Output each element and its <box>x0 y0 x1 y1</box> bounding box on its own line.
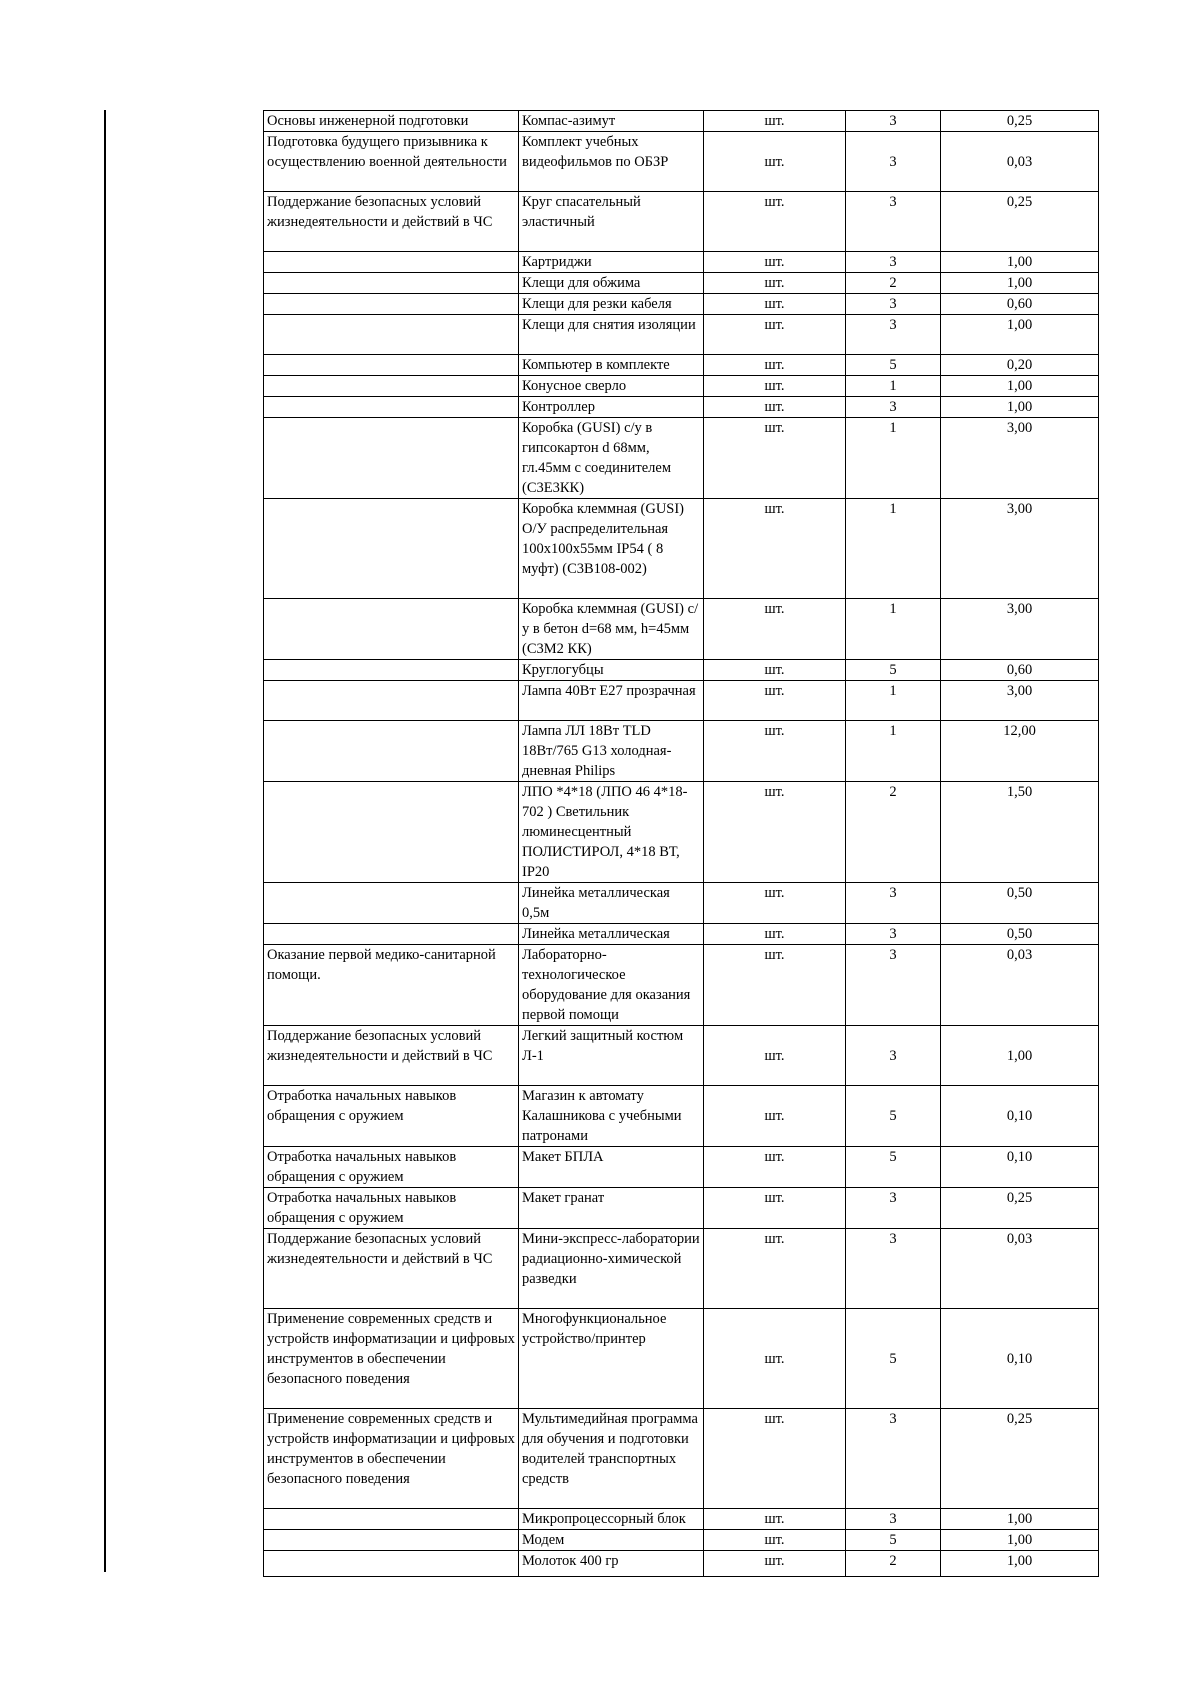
cell-unit: шт. <box>704 1530 846 1551</box>
cell-topic <box>264 1530 519 1551</box>
cell-coef: 0,25 <box>941 1409 1099 1509</box>
cell-topic <box>264 599 519 660</box>
cell-unit: шт. <box>704 355 846 376</box>
cell-coef: 12,00 <box>941 721 1099 782</box>
cell-qty: 3 <box>846 1026 941 1086</box>
cell-coef: 1,00 <box>941 1551 1099 1577</box>
cell-qty: 3 <box>846 1188 941 1229</box>
cell-unit: шт. <box>704 192 846 252</box>
cell-qty: 3 <box>846 132 941 192</box>
cell-topic <box>264 660 519 681</box>
table-row <box>264 192 1099 252</box>
cell-item: Модем <box>519 1530 704 1551</box>
cell-unit: шт. <box>704 681 846 721</box>
cell-item: Молоток 400 гр <box>519 1551 704 1577</box>
cell-unit: шт. <box>704 111 846 132</box>
cell-unit: шт. <box>704 1509 846 1530</box>
cell-coef: 0,03 <box>941 132 1099 192</box>
cell-unit: шт. <box>704 945 846 1026</box>
cell-unit: шт. <box>704 273 846 294</box>
cell-coef: 0,50 <box>941 924 1099 945</box>
table-row <box>264 1509 1099 1530</box>
table-row <box>264 1147 1099 1188</box>
cell-coef: 3,00 <box>941 599 1099 660</box>
cell-qty: 2 <box>846 273 941 294</box>
cell-qty: 3 <box>846 1509 941 1530</box>
cell-qty: 1 <box>846 599 941 660</box>
cell-coef: 3,00 <box>941 681 1099 721</box>
table-row <box>264 1530 1099 1551</box>
cell-qty: 1 <box>846 376 941 397</box>
left-margin-rule <box>104 110 106 1572</box>
cell-unit: шт. <box>704 924 846 945</box>
cell-qty: 3 <box>846 1409 941 1509</box>
table-row <box>264 397 1099 418</box>
cell-coef: 1,00 <box>941 1026 1099 1086</box>
cell-unit: шт. <box>704 132 846 192</box>
cell-unit: шт. <box>704 1551 846 1577</box>
table-row <box>264 945 1099 1026</box>
cell-coef: 0,20 <box>941 355 1099 376</box>
table-row <box>264 132 1099 192</box>
table-row <box>264 294 1099 315</box>
cell-qty: 2 <box>846 782 941 883</box>
cell-item: Клещи для снятия изоляции <box>519 315 704 355</box>
cell-coef: 0,25 <box>941 1188 1099 1229</box>
cell-coef: 0,25 <box>941 192 1099 252</box>
cell-unit: шт. <box>704 1086 846 1147</box>
table-row <box>264 599 1099 660</box>
cell-unit: шт. <box>704 294 846 315</box>
cell-qty: 5 <box>846 1147 941 1188</box>
cell-topic <box>264 418 519 499</box>
cell-item: Линейка металлическая 0,5м <box>519 883 704 924</box>
cell-topic <box>264 883 519 924</box>
cell-item: Компас-азимут <box>519 111 704 132</box>
table-row <box>264 1188 1099 1229</box>
cell-item: Линейка металлическая <box>519 924 704 945</box>
cell-item: Коробка клеммная (GUSI) О/У распределительная 100х100х55мм IP54 ( 8 муфт) (С3В108-002) <box>519 499 704 599</box>
cell-coef: 3,00 <box>941 499 1099 599</box>
table-row <box>264 924 1099 945</box>
cell-coef: 1,00 <box>941 252 1099 273</box>
cell-coef: 0,03 <box>941 1229 1099 1309</box>
cell-topic: Поддержание безопасных условий жизнедеятельности и действий в ЧС <box>264 192 519 252</box>
cell-topic <box>264 924 519 945</box>
cell-unit: шт. <box>704 1409 846 1509</box>
cell-topic <box>264 782 519 883</box>
table-row <box>264 252 1099 273</box>
cell-unit: шт. <box>704 499 846 599</box>
equipment-table-body <box>264 111 1099 1577</box>
cell-topic <box>264 252 519 273</box>
table-row <box>264 1229 1099 1309</box>
cell-topic: Отработка начальных навыков обращения с оружием <box>264 1086 519 1147</box>
table-row <box>264 883 1099 924</box>
cell-item: Мини-экспресс-лаборатории радиационно-химической разведки <box>519 1229 704 1309</box>
cell-coef: 0,25 <box>941 111 1099 132</box>
cell-coef: 0,10 <box>941 1086 1099 1147</box>
cell-qty: 5 <box>846 355 941 376</box>
cell-item: Контроллер <box>519 397 704 418</box>
cell-topic <box>264 355 519 376</box>
cell-unit: шт. <box>704 315 846 355</box>
cell-item: Компьютер в комплекте <box>519 355 704 376</box>
cell-item: Клещи для обжима <box>519 273 704 294</box>
cell-qty: 5 <box>846 1086 941 1147</box>
cell-unit: шт. <box>704 782 846 883</box>
cell-topic: Отработка начальных навыков обращения с оружием <box>264 1147 519 1188</box>
cell-topic: Подготовка будущего призывника к осуществлению военной деятельности <box>264 132 519 192</box>
cell-unit: шт. <box>704 376 846 397</box>
cell-unit: шт. <box>704 1147 846 1188</box>
cell-topic <box>264 397 519 418</box>
cell-item: Круг спасательный эластичный <box>519 192 704 252</box>
cell-topic <box>264 499 519 599</box>
cell-item: Клещи для резки кабеля <box>519 294 704 315</box>
cell-topic: Применение современных средств и устройств информатизации и цифровых инструментов в обеспечении безопасного поведения <box>264 1409 519 1509</box>
cell-item: Лампа ЛЛ 18Вт TLD 18Вт/765 G13 холодная-дневная Philips <box>519 721 704 782</box>
table-row <box>264 355 1099 376</box>
cell-topic: Поддержание безопасных условий жизнедеятельности и действий в ЧС <box>264 1229 519 1309</box>
cell-topic <box>264 1509 519 1530</box>
cell-unit: шт. <box>704 1188 846 1229</box>
cell-qty: 5 <box>846 660 941 681</box>
cell-item: Круглогубцы <box>519 660 704 681</box>
cell-coef: 0,60 <box>941 660 1099 681</box>
cell-qty: 3 <box>846 252 941 273</box>
cell-item: Микропроцессорный блок <box>519 1509 704 1530</box>
equipment-table <box>263 110 1099 1577</box>
cell-qty: 2 <box>846 1551 941 1577</box>
cell-item: Комплект учебных видеофильмов по ОБЗР <box>519 132 704 192</box>
cell-coef: 1,00 <box>941 397 1099 418</box>
cell-coef: 1,00 <box>941 315 1099 355</box>
cell-item: Коробка клеммная (GUSI) с/у в бетон d=68 мм, h=45мм (С3М2 КК) <box>519 599 704 660</box>
cell-qty: 3 <box>846 1229 941 1309</box>
cell-coef: 1,00 <box>941 1530 1099 1551</box>
cell-qty: 5 <box>846 1530 941 1551</box>
cell-qty: 1 <box>846 681 941 721</box>
table-row <box>264 721 1099 782</box>
cell-qty: 3 <box>846 883 941 924</box>
cell-qty: 3 <box>846 397 941 418</box>
cell-qty: 1 <box>846 499 941 599</box>
table-row <box>264 315 1099 355</box>
cell-coef: 1,00 <box>941 376 1099 397</box>
table-row <box>264 1551 1099 1577</box>
table-row <box>264 111 1099 132</box>
cell-topic <box>264 681 519 721</box>
cell-coef: 0,10 <box>941 1147 1099 1188</box>
cell-item: Макет БПЛА <box>519 1147 704 1188</box>
table-row <box>264 660 1099 681</box>
cell-unit: шт. <box>704 1026 846 1086</box>
cell-qty: 3 <box>846 945 941 1026</box>
cell-unit: шт. <box>704 397 846 418</box>
cell-unit: шт. <box>704 1309 846 1409</box>
table-row <box>264 273 1099 294</box>
cell-item: Многофункциональное устройство/принтер <box>519 1309 704 1409</box>
cell-coef: 0,10 <box>941 1309 1099 1409</box>
table-row <box>264 376 1099 397</box>
cell-topic <box>264 315 519 355</box>
cell-coef: 0,50 <box>941 883 1099 924</box>
cell-item: Магазин к автомату Калашникова с учебными патронами <box>519 1086 704 1147</box>
cell-coef: 0,03 <box>941 945 1099 1026</box>
cell-item: Легкий защитный костюм Л-1 <box>519 1026 704 1086</box>
cell-item: Коробка (GUSI) с/у в гипсокартон d 68мм, гл.45мм с соединителем (С3Е3КК) <box>519 418 704 499</box>
cell-topic: Отработка начальных навыков обращения с оружием <box>264 1188 519 1229</box>
cell-item: Лампа 40Вт Е27 прозрачная <box>519 681 704 721</box>
cell-item: ЛПО *4*18 (ЛПО 46 4*18-702 ) Светильник люминесцентный ПОЛИСТИРОЛ, 4*18 ВТ, IP20 <box>519 782 704 883</box>
cell-qty: 1 <box>846 418 941 499</box>
cell-item: Конусное сверло <box>519 376 704 397</box>
table-row <box>264 499 1099 599</box>
cell-topic <box>264 273 519 294</box>
cell-topic: Основы инженерной подготовки <box>264 111 519 132</box>
cell-topic <box>264 721 519 782</box>
cell-topic <box>264 376 519 397</box>
cell-qty: 5 <box>846 1309 941 1409</box>
cell-unit: шт. <box>704 660 846 681</box>
cell-unit: шт. <box>704 1229 846 1309</box>
table-row <box>264 418 1099 499</box>
cell-item: Мультимедийная программа для обучения и подготовки водителей транспортных средств <box>519 1409 704 1509</box>
cell-unit: шт. <box>704 252 846 273</box>
cell-unit: шт. <box>704 418 846 499</box>
cell-topic: Оказание первой медико-санитарной помощи. <box>264 945 519 1026</box>
table-row <box>264 1086 1099 1147</box>
cell-coef: 1,50 <box>941 782 1099 883</box>
table-row <box>264 681 1099 721</box>
cell-qty: 3 <box>846 192 941 252</box>
cell-coef: 3,00 <box>941 418 1099 499</box>
table-row <box>264 1026 1099 1086</box>
cell-topic <box>264 1551 519 1577</box>
cell-qty: 3 <box>846 111 941 132</box>
cell-unit: шт. <box>704 599 846 660</box>
cell-unit: шт. <box>704 721 846 782</box>
cell-coef: 1,00 <box>941 273 1099 294</box>
cell-unit: шт. <box>704 883 846 924</box>
table-row <box>264 1409 1099 1509</box>
cell-qty: 3 <box>846 315 941 355</box>
cell-topic: Поддержание безопасных условий жизнедеятельности и действий в ЧС <box>264 1026 519 1086</box>
table-row <box>264 1309 1099 1409</box>
table-row <box>264 782 1099 883</box>
cell-coef: 1,00 <box>941 1509 1099 1530</box>
cell-item: Лабораторно-технологическое оборудование для оказания первой помощи <box>519 945 704 1026</box>
cell-item: Картриджи <box>519 252 704 273</box>
cell-topic: Применение современных средств и устройств информатизации и цифровых инструментов в обеспечении безопасного поведения <box>264 1309 519 1409</box>
cell-qty: 3 <box>846 294 941 315</box>
cell-qty: 1 <box>846 721 941 782</box>
cell-qty: 3 <box>846 924 941 945</box>
cell-item: Макет гранат <box>519 1188 704 1229</box>
cell-coef: 0,60 <box>941 294 1099 315</box>
cell-topic <box>264 294 519 315</box>
